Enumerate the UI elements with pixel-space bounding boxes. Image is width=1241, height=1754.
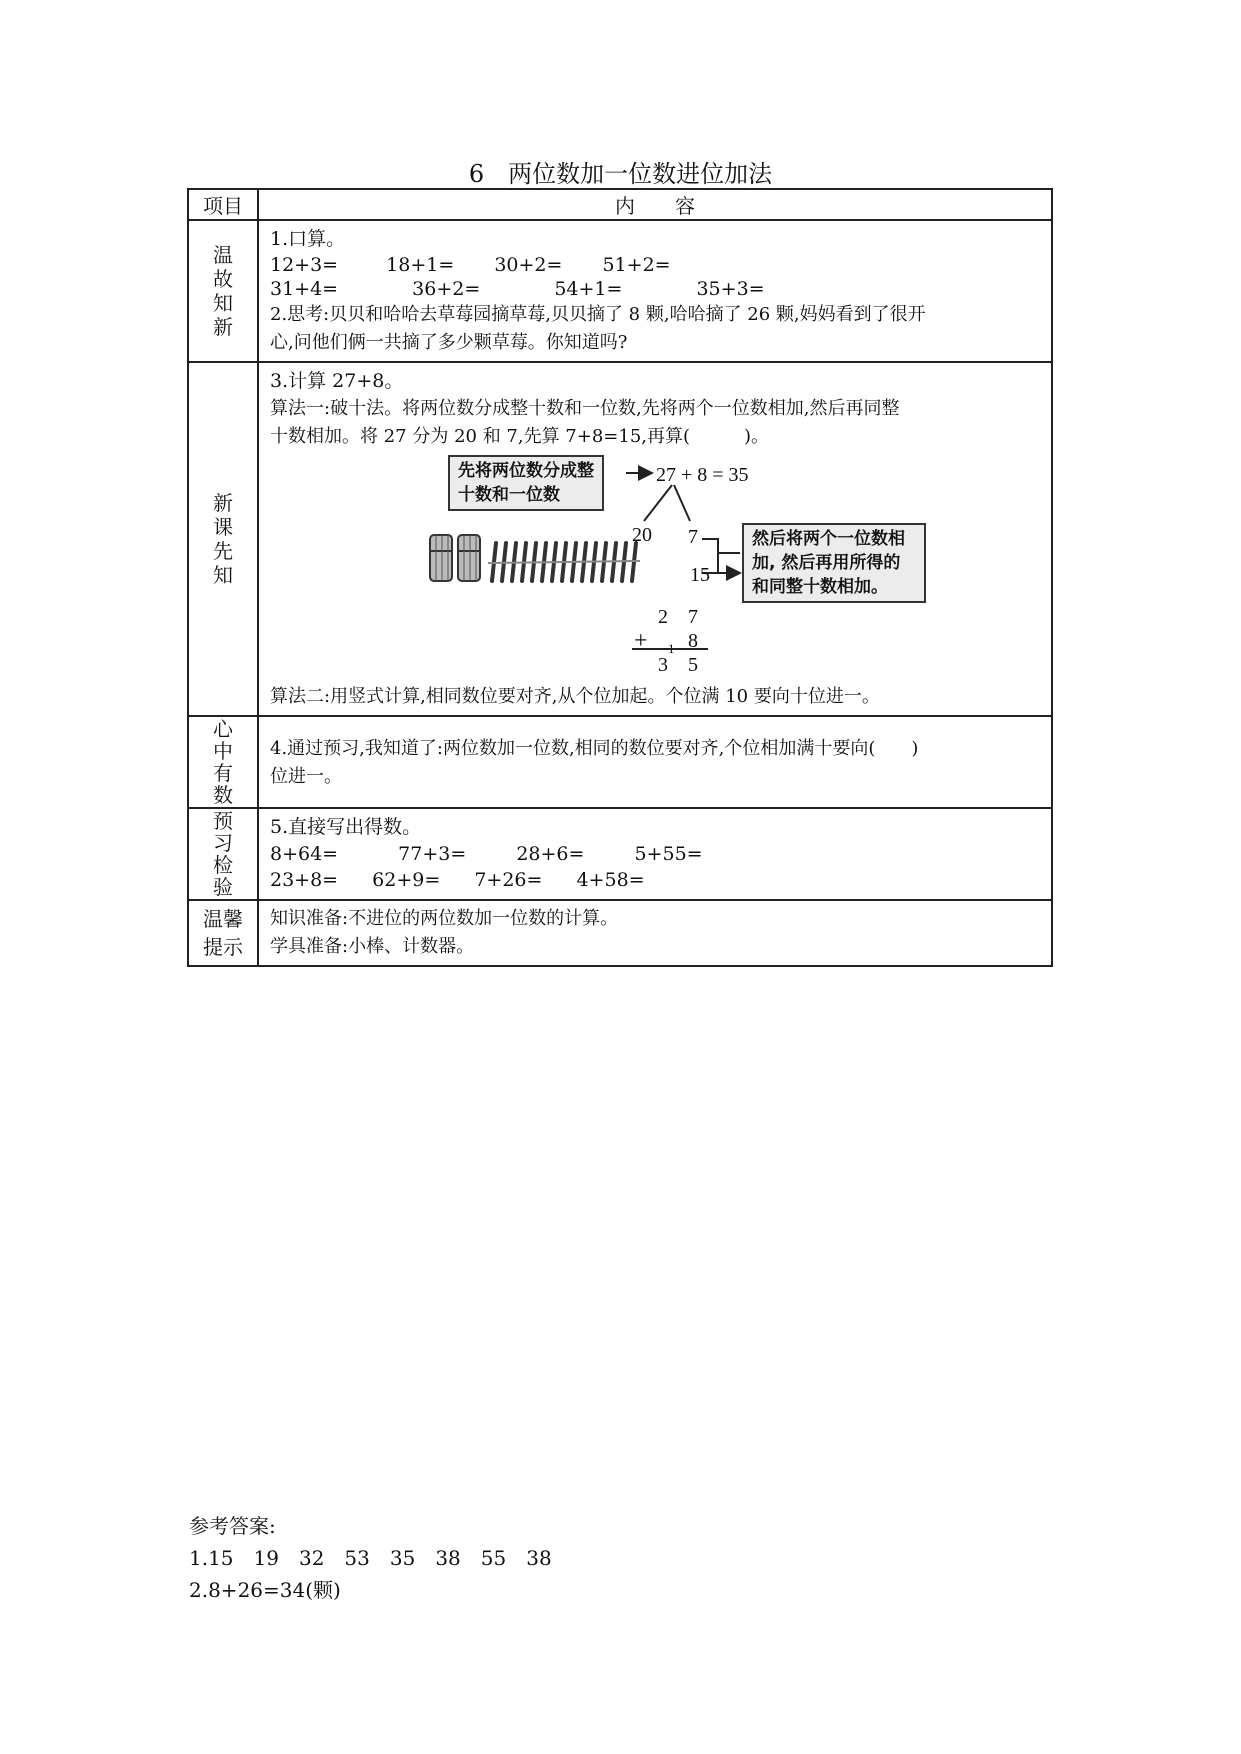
row-review [188,220,1052,362]
label-summary: 心 中 有 数 [188,716,258,808]
q1-line1: 12+3= 18+1= 30+2= 51+2= [270,254,671,276]
vertical-plus: + [634,628,648,654]
answer-title: 参考答案: [189,1514,276,1538]
vertical-result: 3 5 [658,654,698,676]
content-newlesson [258,362,1052,716]
vertical-top: 2 7 [658,606,698,628]
content-check [258,808,1052,900]
answer-line2: 2.8+26=34(颗) [189,1578,341,1602]
tips-line2: 学具准备:小棒、计数器。 [270,936,475,957]
q1-line2: 31+4= 36+2= 54+1= 35+3= [270,278,765,300]
method2: 算法二:用竖式计算,相同数位要对齐,从个位加起。个位满 10 要向十位进一。 [270,686,880,707]
method1-line1: 算法一:破十法。将两位数分成整十数和一位数,先将两个一位数相加,然后再同整 [270,398,900,419]
q5-title: 5.直接写出得数。 [270,816,422,838]
ten-bundle-icon [430,535,480,581]
content-tips [258,900,1052,966]
q5-line2: 23+8= 62+9= 7+26= 4+58= [270,869,645,891]
q5-line1: 8+64= 77+3= 28+6= 5+55= [270,843,703,865]
content-review [258,220,1052,362]
q2-line2: 心,问他们俩一共摘了多少颗草莓。你知道吗? [270,332,628,353]
header-item: 项目 [188,189,258,220]
q4-line1: 4.通过预习,我知道了:两位数加一位数,相同的数位要对齐,个位相加满十要向( ) [270,738,919,759]
header-content: 内 容 [258,189,1052,220]
label-check: 预 习 检 验 [188,808,258,900]
label-tips: 温馨 提示 [188,900,258,966]
q2-line1: 2.思考:贝贝和哈哈去草莓园摘草莓,贝贝摘了 8 颗,哈哈摘了 26 颗,妈妈看到了很开 [270,304,926,325]
row-check [188,808,1052,900]
row-newlesson [188,362,1052,716]
tips-line1: 知识准备:不进位的两位数加一位数的计算。 [270,908,619,929]
figure-split-ones: 7 [688,526,698,548]
method1-line2: 十数相加。将 27 分为 20 和 7,先算 7+8=15,再算( )。 [270,426,770,447]
figure-equation: 27 + 8 = 35 [656,464,749,486]
page-title: 6 两位数加一位数进位加法 [468,160,773,188]
content-summary [258,716,1052,808]
table-header-row [188,189,1052,220]
figure-split-tens: 20 [632,524,652,546]
row-tips [188,900,1052,966]
figure-sum: 15 [690,564,710,586]
lesson-table [187,188,1053,967]
label-newlesson: 新 课 先 知 [188,362,258,716]
break-ten-figure [270,451,1041,683]
label-review: 温 故 知 新 [188,220,258,362]
answer-line1: 1.15 19 32 53 35 38 55 38 [189,1546,552,1570]
vertical-carry: 1 [668,641,675,656]
q1-title: 1.口算。 [270,228,346,250]
row-summary [188,716,1052,808]
answer-section [189,1510,552,1606]
vertical-second: 8 [688,630,698,652]
figure-note-split: 先将两位数分成整 十数和一位数 [448,455,604,511]
q3-title: 3.计算 27+8。 [270,370,404,392]
figure-note-add: 然后将两个一位数相 加, 然后再用所得的 和同整十数相加。 [742,523,926,603]
q4-line2: 位进一。 [270,766,342,787]
